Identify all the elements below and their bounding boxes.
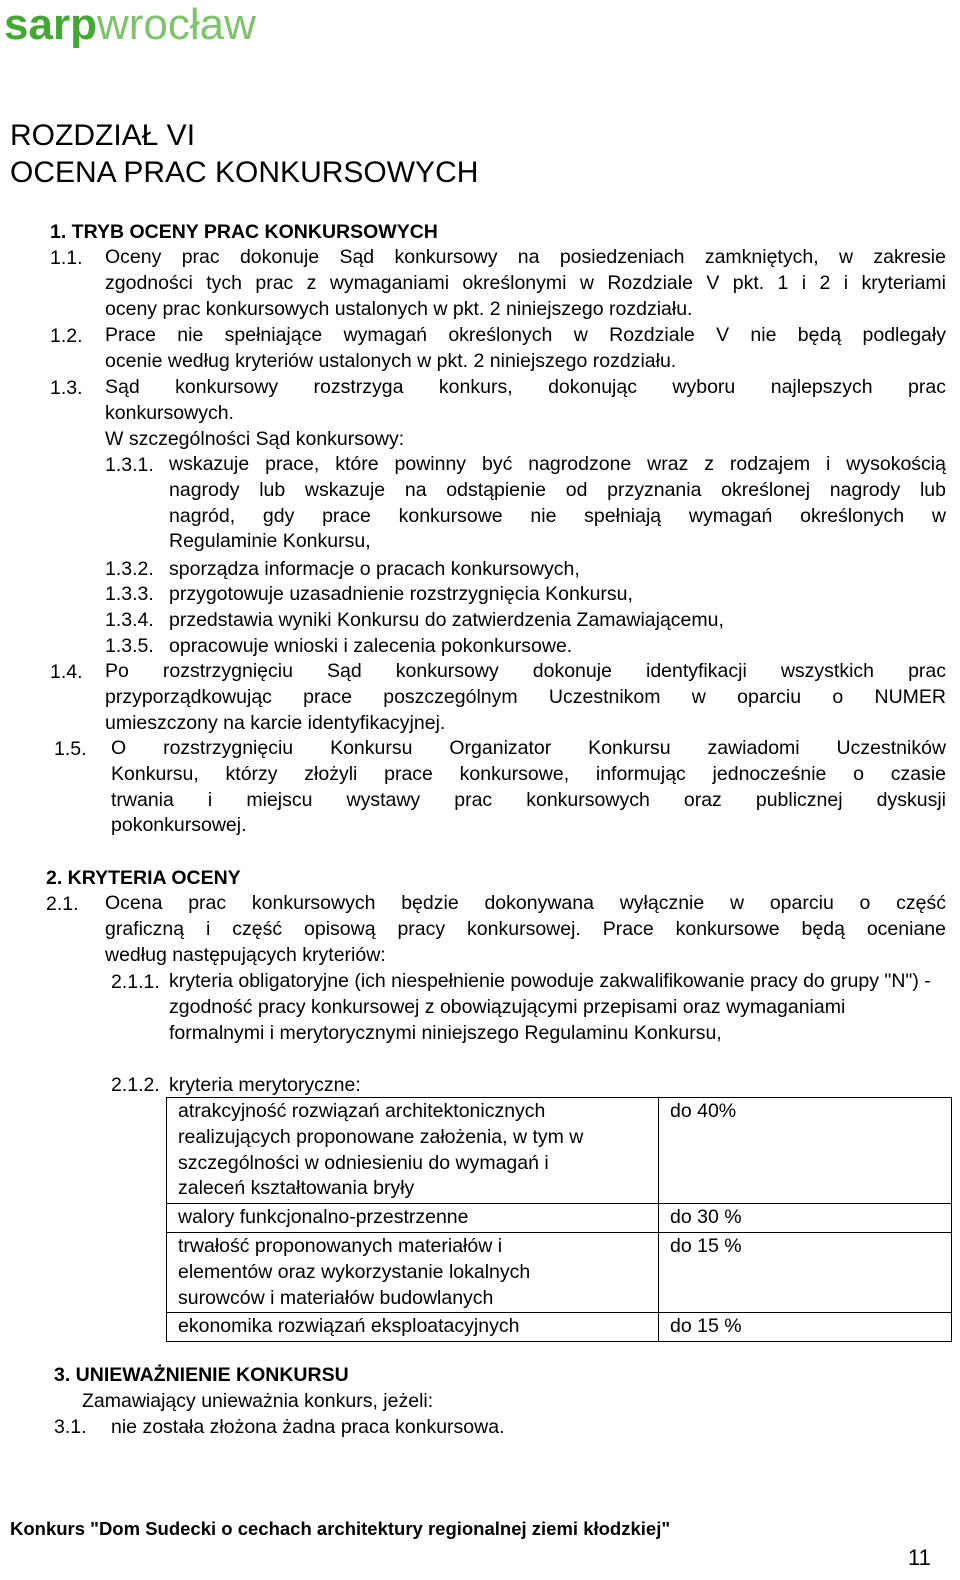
- criteria-line: walory funkcjonalno-przestrzenne: [178, 1206, 469, 1229]
- item-2-1-2-number: 2.1.2.: [111, 1074, 160, 1096]
- item-3-1-number: 3.1.: [54, 1416, 87, 1438]
- criteria-line: trwałość proponowanych materiałów i: [178, 1234, 503, 1257]
- item-1-3-2-text: sporządza informacje o pracach konkursowych,: [169, 558, 580, 580]
- logo-sarp-text: sarp: [4, 0, 97, 49]
- item-1-3-3-number: 1.3.3.: [105, 583, 154, 605]
- item-1-3-text: [105, 375, 946, 452]
- section-3-intro: Zamawiający unieważnia konkurs, jeżeli:: [82, 1390, 434, 1412]
- item-1-3-4-text: przedstawia wyniki Konkursu do zatwierdzenia Zamawiającemu,: [169, 609, 724, 631]
- criteria-weight-cell: do 15 %: [659, 1232, 952, 1312]
- item-1-3-number: 1.3.: [50, 377, 83, 399]
- item-2-1-1-line: kryteria obligatoryjne (ich niespełnienie powoduje zakwalifikowanie pracy do: [169, 970, 825, 992]
- criteria-line: atrakcyjność rozwiązań architektonicznych: [178, 1100, 546, 1122]
- item-1-4-text: [105, 659, 946, 736]
- item-1-2-number: 1.2.: [50, 325, 83, 347]
- criteria-weight-cell: do 40%: [659, 1098, 952, 1204]
- item-1-1-line: Oceny prac dokonuje Sąd konkursowy na posiedzeniach zamkniętych, w zakresie: [105, 246, 946, 268]
- criteria-name-cell: [167, 1098, 659, 1204]
- item-2-1-line: według następujących kryteriów:: [105, 943, 386, 966]
- item-1-4-line: przyporządkowując prace poszczególnym Uczestnikom w oparciu o NUMER: [105, 685, 946, 708]
- criteria-line: elementów oraz wykorzystanie lokalnych: [178, 1260, 531, 1283]
- criteria-table: [166, 1097, 952, 1342]
- item-1-5-text: [111, 736, 946, 839]
- chapter-title: OCENA PRAC KONKURSOWYCH: [10, 156, 479, 189]
- item-2-1-number: 2.1.: [46, 893, 79, 915]
- item-2-1-1-line: grupy "N") - zgodność pracy konkursowej z obowiązującymi przepisami oraz: [169, 970, 931, 1018]
- item-1-3-1-text: [169, 452, 946, 555]
- criteria-weight-cell: do 15 %: [659, 1313, 952, 1342]
- item-1-1-text: [105, 245, 946, 322]
- item-1-1-line: oceny prac konkursowych ustalonych w pkt. 2 niniejszego rozdziału.: [105, 297, 693, 320]
- item-1-4-line: Po rozstrzygnięciu Sąd konkursowy dokonuje identyfikacji wszystkich prac: [105, 660, 946, 682]
- section-1-heading: 1. TRYB OCENY PRAC KONKURSOWYCH: [50, 221, 438, 243]
- item-2-1-1-text: [169, 969, 946, 1046]
- item-2-1-1-line: Konkursu,: [633, 1021, 722, 1044]
- item-2-1-text: [105, 891, 946, 968]
- item-2-1-2-text: kryteria merytoryczne:: [169, 1074, 361, 1096]
- item-1-3-1-line: wskazuje prace, które powinny być nagrodzone wraz z rodzajem i wysokością: [169, 453, 946, 475]
- criteria-line: surowców i materiałów budowlanych: [178, 1286, 494, 1309]
- item-1-3-2-number: 1.3.2.: [105, 558, 154, 580]
- criteria-name-cell: [167, 1204, 659, 1233]
- item-1-4-line: umieszczony na karcie identyfikacyjnej.: [105, 711, 446, 734]
- section-3-heading: 3. UNIEWAŻNIENIE KONKURSU: [54, 1364, 349, 1386]
- criteria-line: realizujących proponowane założenia, w tym w: [178, 1125, 584, 1148]
- chapter-number: ROZDZIAŁ VI: [10, 119, 196, 152]
- item-1-5-line: Konkursu, którzy złożyli prace konkursowe, informując jednocześnie o czasie: [111, 762, 946, 785]
- criteria-row: [167, 1098, 952, 1204]
- item-1-2-line: ocenie według kryteriów ustalonych w pkt. 2 niniejszego rozdziału.: [105, 349, 677, 372]
- item-1-4-number: 1.4.: [50, 661, 83, 683]
- sarp-wroclaw-logo: [4, 2, 256, 48]
- section-2-heading: 2. KRYTERIA OCENY: [46, 867, 241, 889]
- item-1-2-text: [105, 323, 946, 375]
- criteria-row: [167, 1313, 952, 1342]
- criteria-line: ekonomika rozwiązań eksploatacyjnych: [178, 1315, 520, 1338]
- item-2-1-line: graficzną i część opisową pracy konkursowej. Prace konkursowe będą oceniane: [105, 917, 946, 940]
- item-1-5-line: O rozstrzygnięciu Konkursu Organizator Konkursu zawiadomi Uczestników: [111, 737, 946, 759]
- item-1-3-1-line: nagrody lub wskazuje na odstąpienie od przyznania określonej nagrody lub: [169, 478, 946, 501]
- item-2-1-line: Ocena prac konkursowych będzie dokonywana wyłącznie w oparciu o część: [105, 892, 946, 914]
- item-1-3-line: Sąd konkursowy rozstrzyga konkurs, dokonując wyboru najlepszych prac: [105, 376, 946, 398]
- page-footer: Konkurs "Dom Sudecki o cechach architektury regionalnej ziemi kłodzkiej": [10, 1518, 671, 1539]
- criteria-row: [167, 1204, 952, 1233]
- item-1-3-line: konkursowych.: [105, 401, 234, 424]
- item-1-3-intro: W szczególności Sąd konkursowy:: [105, 427, 405, 450]
- item-1-1-line: zgodności tych prac z wymaganiami określonymi w Rozdziale V pkt. 1 i 2 i kryteriami: [105, 271, 946, 294]
- item-2-1-1-number: 2.1.1.: [111, 971, 160, 993]
- criteria-name-cell: [167, 1232, 659, 1312]
- criteria-weight-cell: do 30 %: [659, 1204, 952, 1233]
- item-1-2-line: Prace nie spełniające wymagań określonych w Rozdziale V nie będą podlegały: [105, 324, 946, 346]
- item-1-3-4-number: 1.3.4.: [105, 609, 154, 631]
- item-1-3-3-text: przygotowuje uzasadnienie rozstrzygnięcia Konkursu,: [169, 583, 633, 605]
- page-number: 11: [908, 1545, 931, 1570]
- item-1-3-1-number: 1.3.1.: [105, 454, 154, 476]
- criteria-row: [167, 1232, 952, 1312]
- item-1-3-5-text: opracowuje wnioski i zalecenia pokonkursowe.: [169, 635, 573, 657]
- item-1-5-line: trwania i miejscu wystawy prac konkursowych oraz publicznej dyskusji: [111, 788, 946, 811]
- item-2-1-1-line: wymaganiami formalnymi i merytorycznymi niniejszego Regulaminu: [169, 995, 846, 1044]
- criteria-line: szczególności w odniesieniu do wymagań i: [178, 1151, 549, 1174]
- item-1-1-number: 1.1.: [50, 247, 83, 269]
- item-1-3-1-line: Regulaminie Konkursu,: [169, 530, 371, 553]
- item-1-3-5-number: 1.3.5.: [105, 635, 154, 657]
- criteria-line: zaleceń kształtowania bryły: [178, 1177, 415, 1200]
- item-1-5-line: pokonkursowej.: [111, 814, 247, 837]
- item-1-3-1-line: nagród, gdy prace konkursowe nie spełniają wymagań określonych w: [169, 504, 946, 527]
- item-3-1-text: nie została złożona żadna praca konkursowa.: [111, 1416, 505, 1438]
- logo-wroclaw-text: wrocław: [96, 0, 256, 49]
- criteria-name-cell: [167, 1313, 659, 1342]
- item-1-5-number: 1.5.: [54, 738, 87, 760]
